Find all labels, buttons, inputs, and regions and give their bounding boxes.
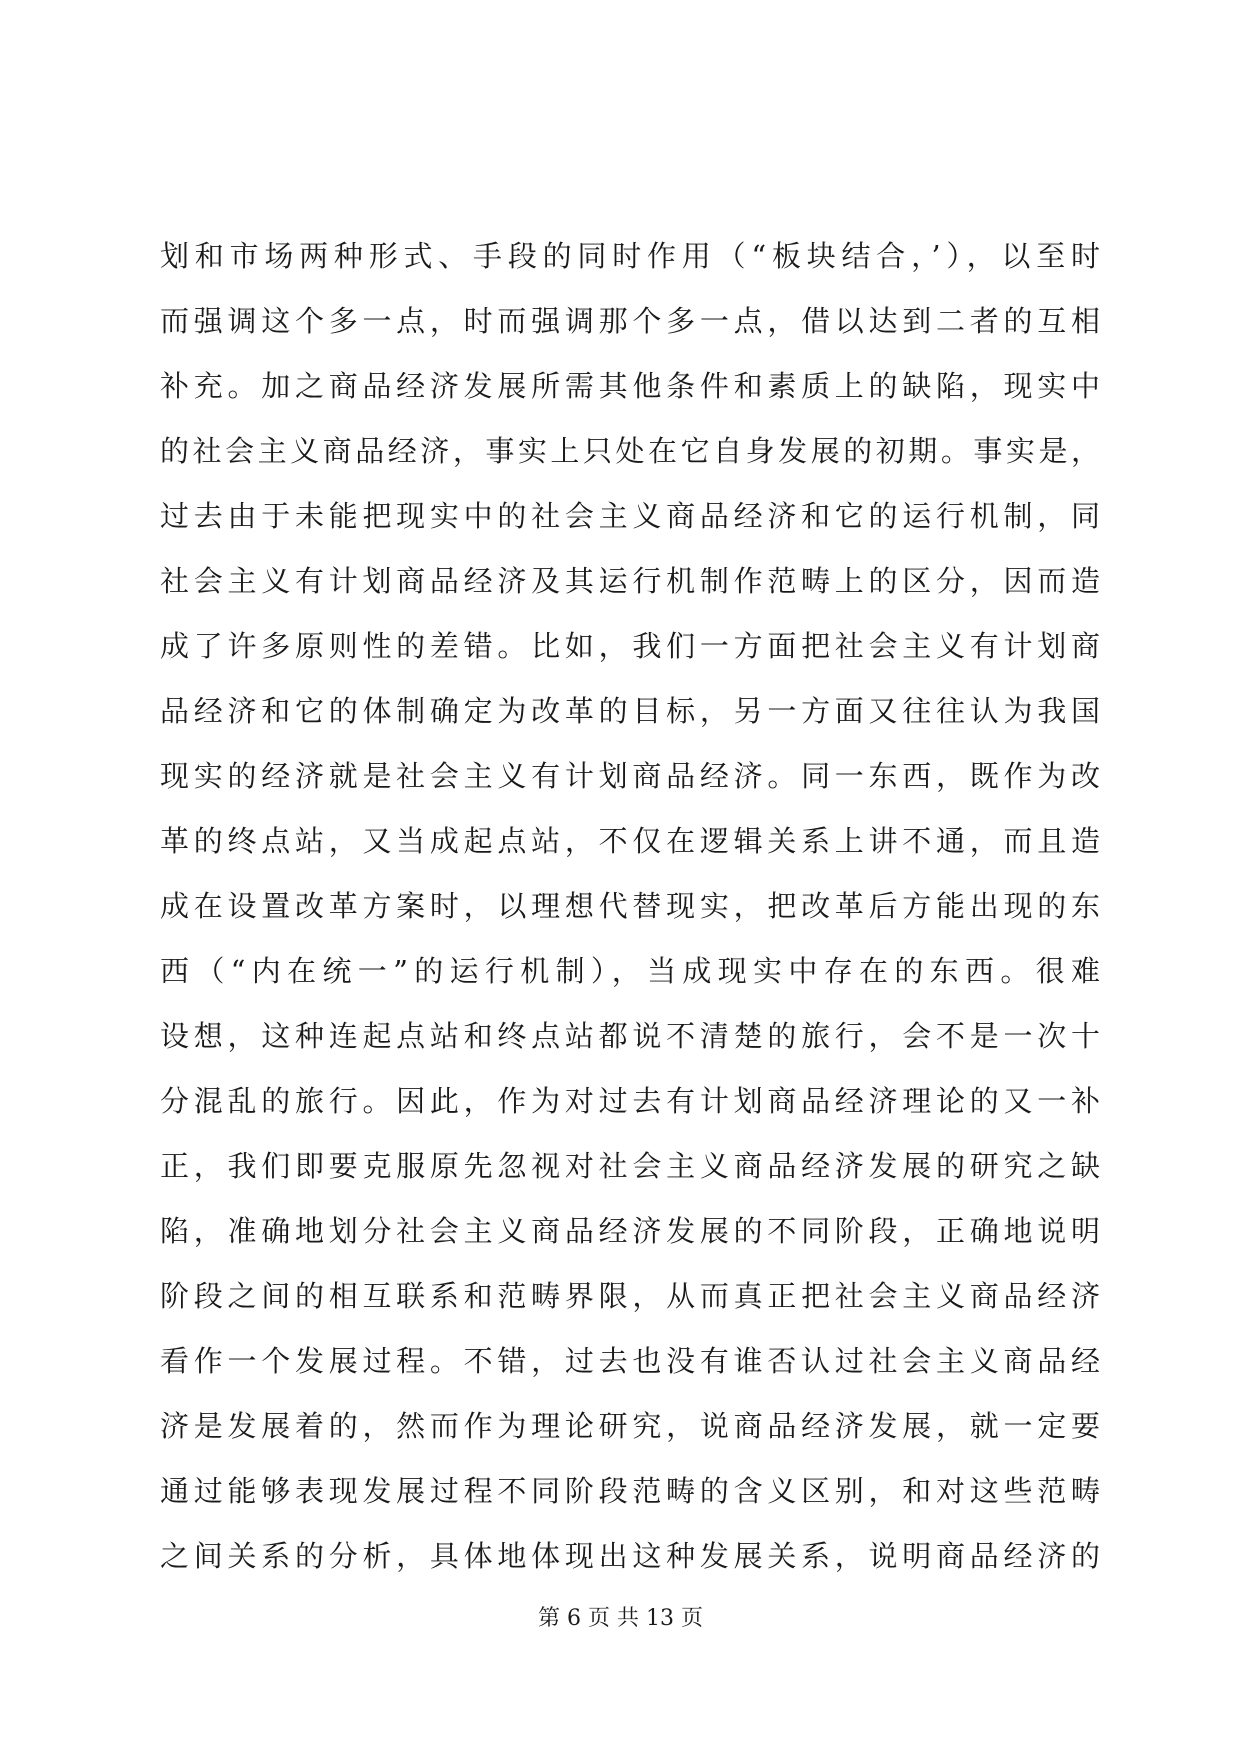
text-line: 而强调这个多一点，时而强调那个多一点，借以达到二者的互相 bbox=[160, 304, 1100, 338]
text-line: 看作一个发展过程。不错，过去也没有谁否认过社会主义商品经 bbox=[160, 1344, 1100, 1378]
text-line: 现实的经济就是社会主义有计划商品经济。同一东西，既作为改 bbox=[160, 759, 1100, 793]
text-line: 设想，这种连起点站和终点站都说不清楚的旅行，会不是一次十 bbox=[160, 1019, 1100, 1053]
text-line: 社会主义有计划商品经济及其运行机制作范畴上的区分，因而造 bbox=[160, 564, 1100, 598]
text-line: 正，我们即要克服原先忽视对社会主义商品经济发展的研究之缺 bbox=[160, 1149, 1100, 1183]
text-line: 划和市场两种形式、手段的同时作用（“板块结合，’），以至时 bbox=[160, 239, 1100, 273]
text-line: 成在设置改革方案时，以理想代替现实，把改革后方能出现的东 bbox=[160, 889, 1100, 923]
text-line: 分混乱的旅行。因此，作为对过去有计划商品经济理论的又一补 bbox=[160, 1084, 1100, 1118]
text-line: 西（“内在统一”的运行机制），当成现实中存在的东西。很难 bbox=[160, 954, 1100, 988]
text-line: 之间关系的分析，具体地体现出这种发展关系，说明商品经济的 bbox=[160, 1539, 1100, 1573]
text-line: 的社会主义商品经济，事实上只处在它自身发展的初期。事实是， bbox=[160, 434, 1100, 468]
text-line: 济是发展着的，然而作为理论研究，说商品经济发展，就一定要 bbox=[160, 1409, 1100, 1443]
text-line: 革的终点站，又当成起点站，不仅在逻辑关系上讲不通，而且造 bbox=[160, 824, 1100, 858]
text-line: 过去由于未能把现实中的社会主义商品经济和它的运行机制，同 bbox=[160, 499, 1100, 533]
text-line: 阶段之间的相互联系和范畴界限，从而真正把社会主义商品经济 bbox=[160, 1279, 1100, 1313]
text-line: 品经济和它的体制确定为改革的目标，另一方面又往往认为我国 bbox=[160, 694, 1100, 728]
text-line: 成了许多原则性的差错。比如，我们一方面把社会主义有计划商 bbox=[160, 629, 1100, 663]
body-text bbox=[160, 224, 1100, 1589]
text-line: 通过能够表现发展过程不同阶段范畴的含义区别，和对这些范畴 bbox=[160, 1474, 1100, 1508]
page-footer: 第 6 页 共 13 页 bbox=[538, 1606, 703, 1631]
text-line: 陷，准确地划分社会主义商品经济发展的不同阶段，正确地说明 bbox=[160, 1214, 1100, 1248]
text-line: 补充。加之商品经济发展所需其他条件和素质上的缺陷，现实中 bbox=[160, 369, 1100, 403]
